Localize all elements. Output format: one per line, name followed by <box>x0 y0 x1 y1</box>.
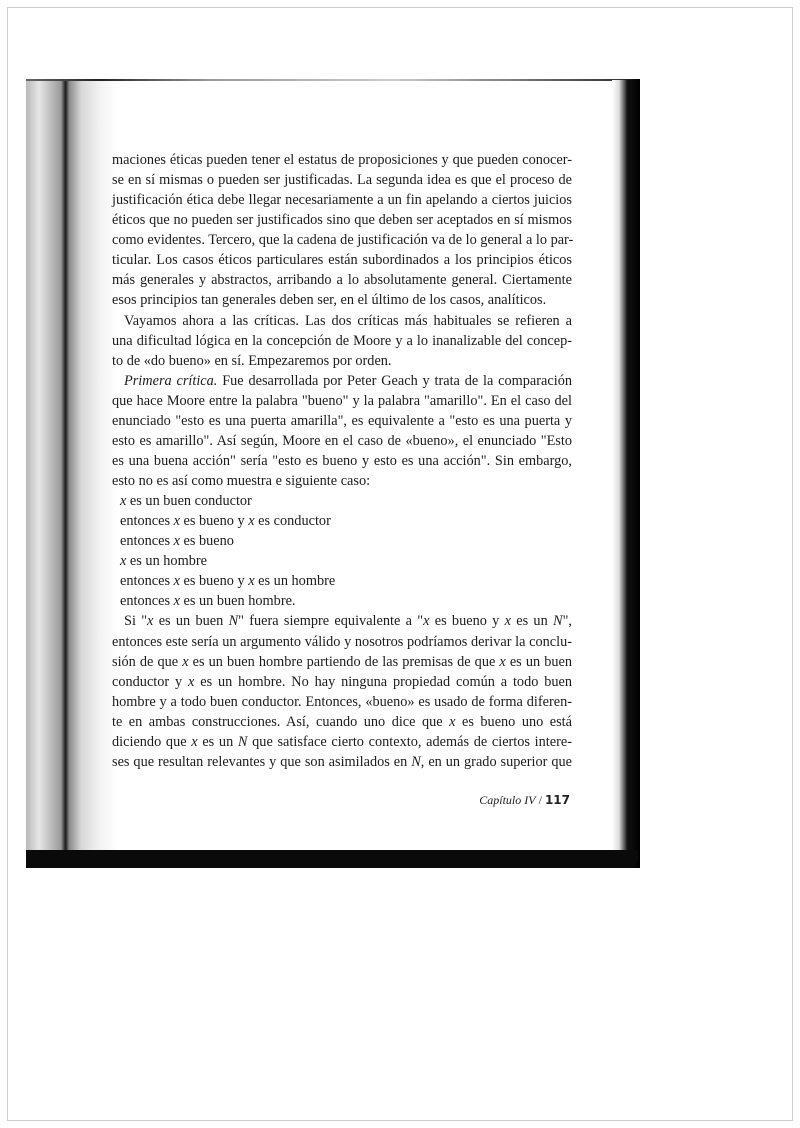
text-line: que hace Moore entre la palabra "bueno" y la palabra "amarillo". En el caso del <box>112 392 572 409</box>
text-line: entonces este sería un argumento válido y nosotros podríamos derivar la conclu- <box>112 633 572 650</box>
section-lead: Primera crítica. <box>124 372 218 389</box>
argument-step: x es un buen conductor <box>120 493 252 510</box>
chapter-label: Capítulo IV <box>479 793 536 807</box>
argument-step: entonces x es bueno y x es conductor <box>120 513 331 530</box>
text-line: te en ambas construcciones. Así, cuando uno dice que x es bueno uno está <box>112 713 572 730</box>
paragraph-2 <box>112 311 572 371</box>
argument-step: entonces x es bueno y x es un hombre <box>120 573 336 590</box>
text-line: enunciado "esto es una puerta amarilla", es equivalente a "esto es una puerta y <box>112 412 572 429</box>
text-line: justificación ética debe llegar necesariamente a un fin apelando a ciertos juicios <box>112 192 572 209</box>
argument-step: entonces x es bueno <box>120 533 234 550</box>
text-line: sión de que x es un buen hombre partiendo de las premisas de que x es un buen <box>112 653 572 670</box>
body-text <box>112 150 572 772</box>
text-line: esos principios tan generales deben ser, en el último de los casos, analíticos. <box>112 292 547 309</box>
argument-step: entonces x es un buen hombre. <box>120 593 296 610</box>
text-line: esto no es así como muestra e siguiente caso: <box>112 473 371 489</box>
book-gutter-shadow <box>26 80 118 855</box>
text-line: es una buena acción" sería "esto es bueno y esto es una acción". Sin embargo, <box>112 452 572 469</box>
argument-step: x es un hombre <box>120 553 207 570</box>
text-line: como evidentes. Tercero, que la cadena de justificación va de lo general a lo par- <box>112 232 574 249</box>
text-line: una dificultad lógica en la concepción de Moore y a lo inanalizable del concep- <box>112 332 572 349</box>
text-line: Si "x es un buen N" fuera siempre equivalente a "x es bueno y x es un N", <box>124 613 572 630</box>
text-line: esto es amarillo". Así según, Moore en el caso de «bueno», el enunciado "Esto <box>112 432 572 449</box>
scan-right-edge <box>612 80 640 868</box>
text-line: se en sí mismas o pueden ser justificadas. La segunda idea es que el proceso de <box>112 172 572 189</box>
text-line: diciendo que x es un N que satisface cierto contexto, además de ciertos intere- <box>112 733 572 750</box>
scan-top-edge <box>26 79 640 81</box>
text-line: hombre y a todo buen conductor. Entonces, «bueno» es usado de forma diferen- <box>112 693 572 710</box>
text-line: to de «do bueno» en sí. Empezaremos por orden. <box>112 352 392 369</box>
text-line: conductor y x es un hombre. No hay ninguna propiedad común a todo buen <box>112 673 573 690</box>
footer-separator: / <box>535 793 545 807</box>
paragraph-4 <box>112 611 572 772</box>
scan-bottom-edge <box>26 850 638 868</box>
paragraph-3 <box>112 371 572 491</box>
text-line <box>112 371 572 391</box>
page-number: 117 <box>544 793 570 807</box>
running-footer <box>440 793 570 808</box>
argument-list <box>112 491 572 611</box>
text-line: Vayamos ahora a las críticas. Las dos críticas más habituales se refieren a <box>124 312 572 329</box>
text-segment: Fue desarrollada por Peter Geach y trata de la comparación <box>217 372 572 389</box>
paragraph-1 <box>112 150 572 311</box>
text-line: ticular. Los casos éticos particulares están subordinados a los principios éticos <box>112 252 572 269</box>
text-line: éticos que no pueden ser justificados sino que deben ser aceptados en sí mismos <box>112 212 572 229</box>
text-line: maciones éticas pueden tener el estatus de proposiciones y que pueden conocer- <box>112 152 572 168</box>
text-line: más generales y abstractos, arribando a lo absolutamente general. Ciertamente <box>112 272 572 289</box>
text-line: ses que resultan relevantes y que son asimilados en N, en un grado superior que <box>112 753 572 770</box>
